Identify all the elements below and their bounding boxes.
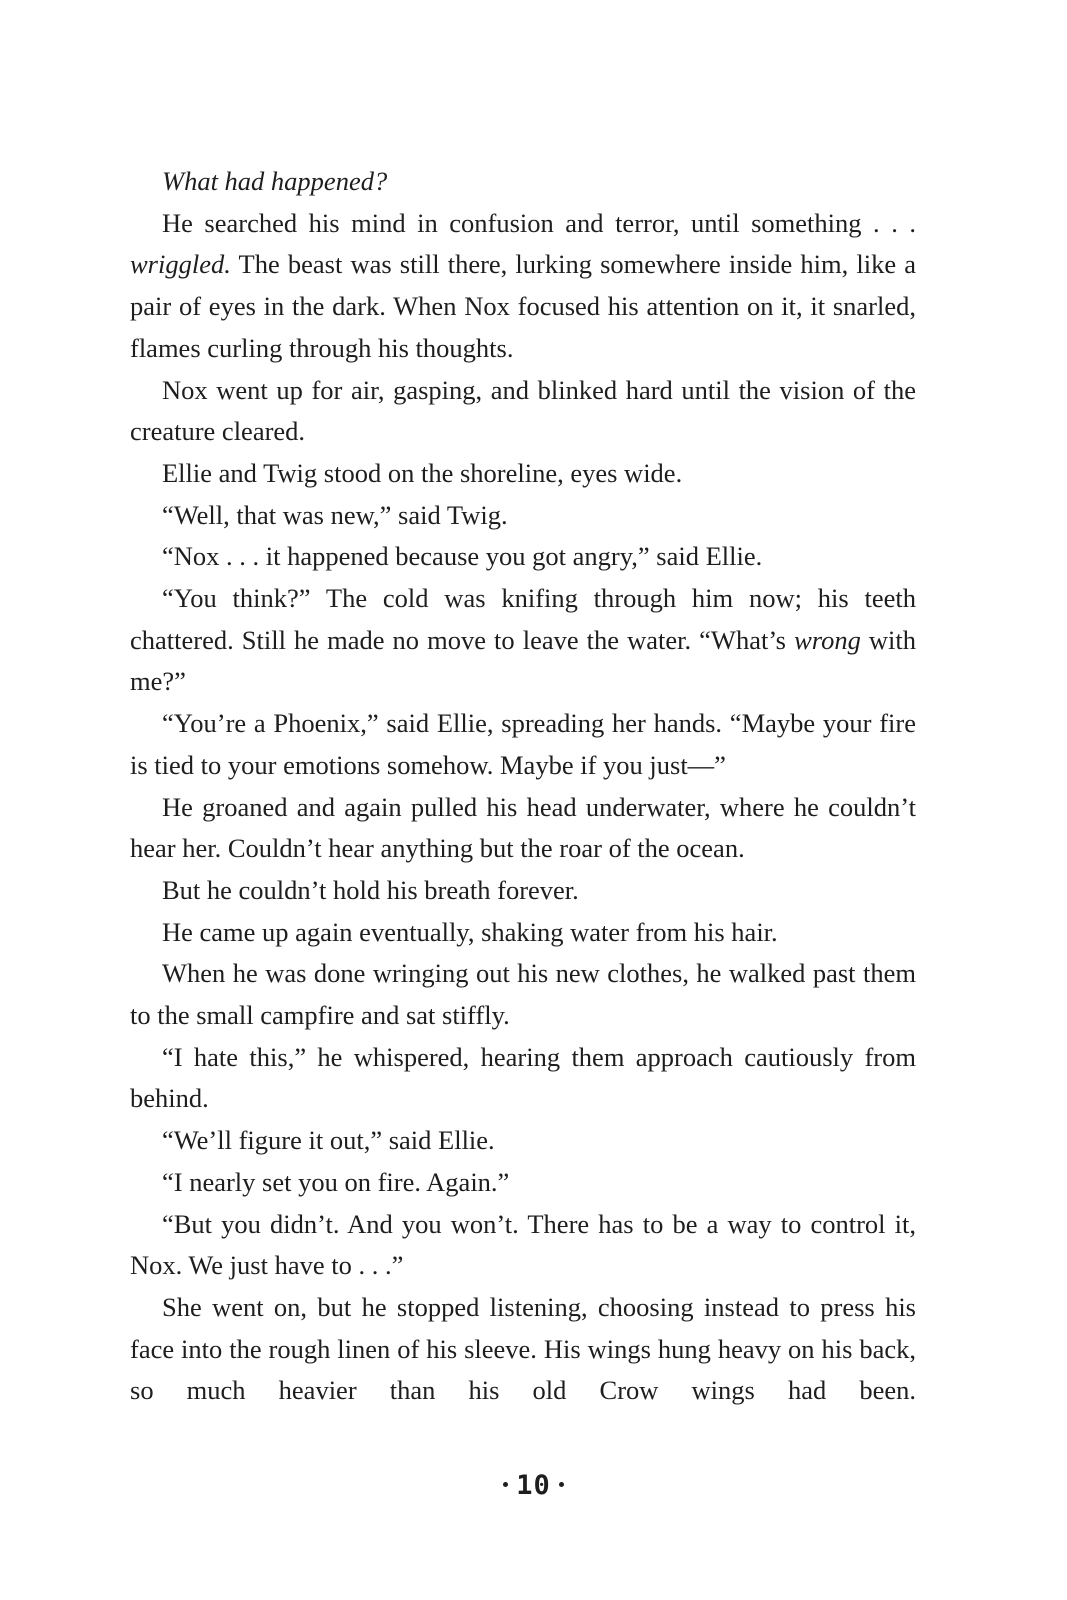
paragraph <box>130 1204 916 1287</box>
text-run: She went on, but he stopped listening, choosing instead to press his face into the rough linen of his sleeve. His wings hung heavy on his back, so much heavier than his old Crow wings had been. <box>130 1291 916 1406</box>
text-run: When he was done wringing out his new clothes, he walked past them to the small campfire and sat stiffly. <box>130 958 916 1031</box>
text-run: The beast was still there, lurking somewhere inside him, like a pair of eyes in the dark. When Nox focused his attention on it, it snarled, flames curling through his thoughts. <box>130 249 916 363</box>
paragraph <box>130 1037 916 1120</box>
text-run: Nox went up for air, gasping, and blinked hard until the vision of the creature cleared. <box>130 374 916 447</box>
text-run: But he couldn’t hold his breath forever. <box>162 874 579 905</box>
text-run: “But you didn’t. And you won’t. There has to be a way to control it, Nox. We just have to . . .” <box>130 1208 916 1281</box>
text-run: “I nearly set you on fire. Again.” <box>162 1166 510 1197</box>
text-run: “We’ll figure it out,” said Ellie. <box>162 1125 495 1156</box>
paragraph <box>130 953 916 1036</box>
body-text <box>130 161 916 1412</box>
paragraph <box>130 161 916 203</box>
paragraph <box>130 370 916 453</box>
text-run: “You’re a Phoenix,” said Ellie, spreading her hands. “Maybe your fire is tied to your emotions somehow. Maybe if you just—” <box>130 708 916 780</box>
page-number-label: 10 <box>516 1470 551 1501</box>
text-run: “You think?” The cold was knifing through him now; his teeth chattered. Still he made no move to leave the water. “What’s <box>130 583 916 655</box>
paragraph <box>130 703 916 786</box>
italic-text: What had happened? <box>162 166 388 196</box>
text-run: “Nox . . . it happened because you got angry,” said Ellie. <box>162 541 763 572</box>
paragraph <box>130 912 916 954</box>
text-run: He came up again eventually, shaking water from his hair. <box>162 916 778 947</box>
paragraph <box>130 578 916 703</box>
text-run: Ellie and Twig stood on the shoreline, eyes wide. <box>162 457 683 488</box>
text-run: He searched his mind in confusion and terror, until something . . . <box>162 207 916 238</box>
italic-text: wriggled. <box>130 249 231 280</box>
page-number <box>0 1466 1067 1506</box>
paragraph <box>130 1120 916 1162</box>
paragraph <box>130 1162 916 1204</box>
paragraph <box>130 870 916 912</box>
text-run: He groaned and again pulled his head underwater, where he couldn’t hear her. Couldn’t hear anything but the roar of the ocean. <box>130 791 916 864</box>
folio-dot-right <box>559 1482 564 1487</box>
text-run: with me?” <box>130 624 916 697</box>
paragraph <box>130 495 916 537</box>
text-run: “I hate this,” he whispered, hearing them approach cautiously from behind. <box>130 1041 916 1114</box>
paragraph <box>130 787 916 870</box>
text-run: “Well, that was new,” said Twig. <box>162 499 508 530</box>
paragraph <box>130 453 916 495</box>
italic-text: wrong <box>794 624 861 655</box>
paragraph <box>130 536 916 578</box>
folio-dot-left <box>503 1482 508 1487</box>
paragraph <box>130 203 916 370</box>
paragraph <box>130 1287 916 1412</box>
